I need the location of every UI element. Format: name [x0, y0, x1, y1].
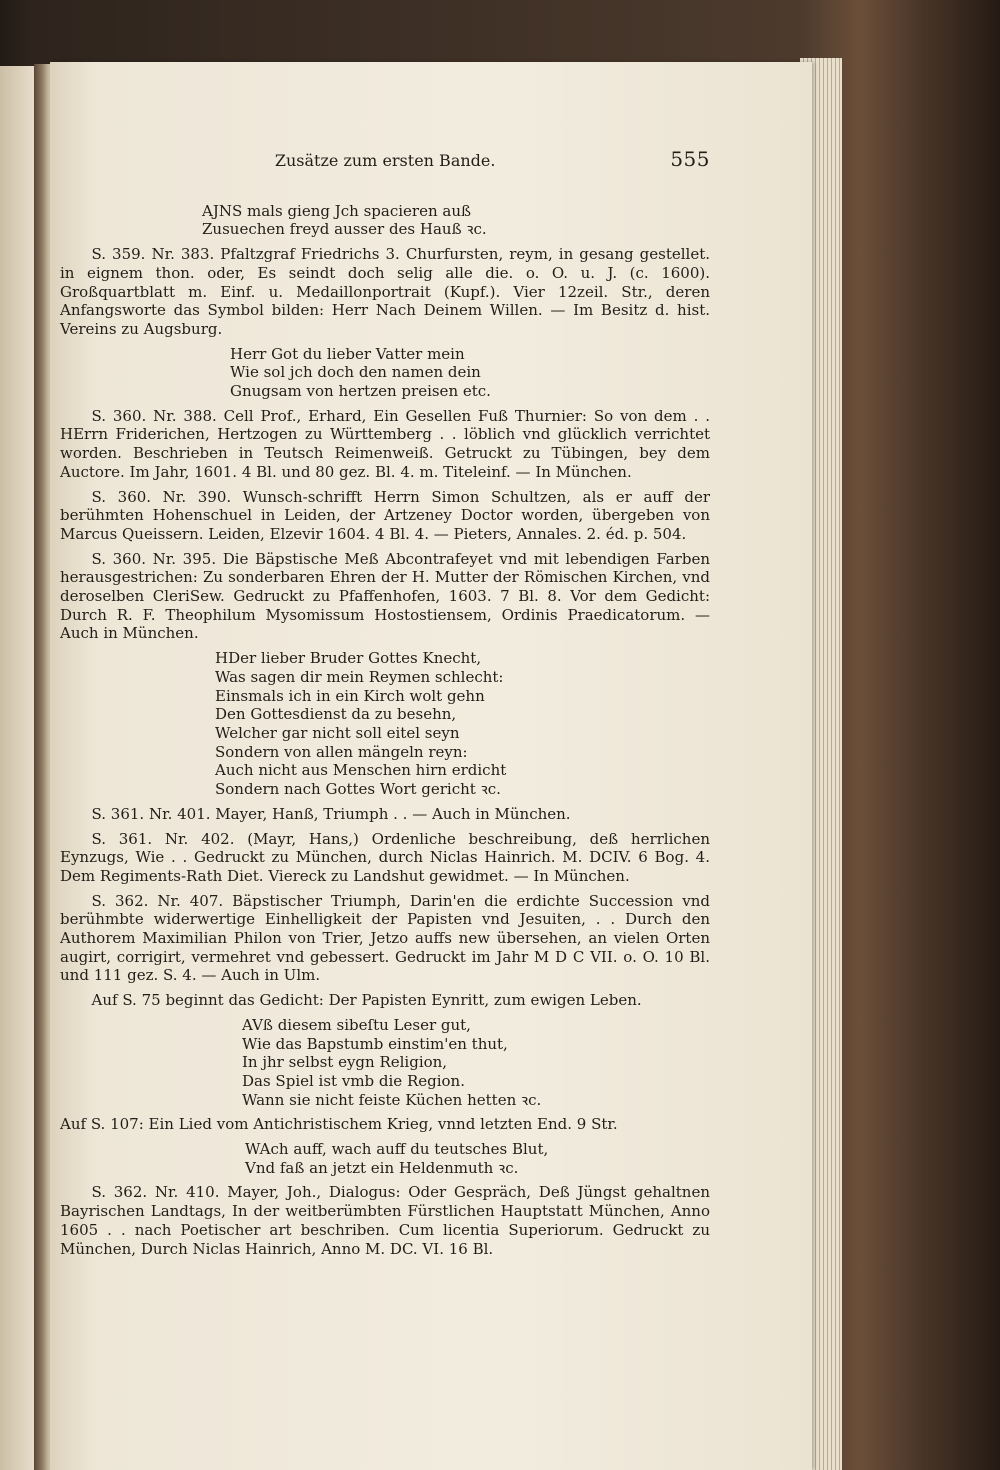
verse-line: Wie das Bapstumb einstim'en thut,: [242, 1034, 508, 1053]
bibliography-entry: S. 360. Nr. 395. Die Bäpstische Meß Abcontrafeyet vnd mit lebendigen Farben herausgestrichen: Zu sonderbaren Ehren der H. Mutter der Römischen Kirchen, vnd deroselben CleriSew. Gedruckt zu Pfaffenhofen, 1603. 7 Bl. 8. Vor dem Gedicht: Durch R. F. Theophilum Mysomissum Hostostiensem, Ordinis Praedicatorum. — Auch in München.: [60, 549, 710, 643]
verse-line: Wie sol jch doch den namen dein: [230, 363, 481, 382]
bibliography-entry: Auf S. 75 beginnt das Gedicht: Der Papisten Eynritt, zum ewigen Leben.: [91, 991, 642, 1010]
verse-line: Sondern nach Gottes Wort gericht ꝛc.: [215, 780, 501, 799]
page-number: 555: [670, 147, 710, 171]
running-header: [60, 147, 710, 171]
verse-line: Den Gottesdienst da zu besehn,: [215, 705, 457, 724]
verse-line: AVß diesem sibeſtu Leser gut,: [242, 1015, 471, 1034]
book-gutter: [34, 64, 50, 1470]
bibliography-entry: S. 362. Nr. 410. Mayer, Joh., Dialogus: Oder Gespräch, Deß Jüngst gehaltnen Bayrischen Landtags, In der weitberümbten Fürstlichen Hauptstatt München, Anno 1605 . . nach Poetischer art beschriben. Cum licentia Superiorum. Gedruckt zu München, Durch Niclas Hainrich, Anno M. DC. VI. 16 Bl.: [60, 1183, 710, 1258]
verse-quote: [60, 649, 710, 799]
bibliography-entry: S. 362. Nr. 407. Bäpstischer Triumph, Darin'en die erdichte Succession vnd berühmbte widerwertige Einhelligkeit der Papisten vnd Jesuiten, . . Durch den Authorem Maximilian Philon von Trier, Jetzo auffs new übersehen, an vielen Orten augirt, corrigirt, vermehret vnd gebessert. Gedruckt im Jahr M D C VII. o. O. 10 Bl. und 111 gez. S. 4. — Auch in Ulm.: [60, 891, 710, 985]
verse-quote: [60, 1016, 710, 1110]
verse-line: Was sagen dir mein Reymen schlecht:: [215, 667, 504, 686]
bibliography-entry: S. 361. Nr. 402. (Mayr, Hans,) Ordenliche beschreibung, deß herrlichen Eynzugs, Wie . . Gedruckt zu München, durch Niclas Hainrich. M. DCIV. 6 Bog. 4. Dem Regiments-Rath Diet. Viereck zu Landshut gewidmet. — In München.: [60, 829, 710, 885]
verse-line: Sondern von allen mängeln reyn:: [215, 742, 468, 761]
verse-quote: [60, 202, 710, 239]
verse-line: Herr Got du lieber Vatter mein: [230, 344, 465, 363]
verse-line: Einsmals ich in ein Kirch wolt gehn: [215, 686, 485, 705]
verse-line: Vnd faß an jetzt ein Heldenmuth ꝛc.: [245, 1158, 519, 1177]
verse-line: WAch auff, wach auff du teutsches Blut,: [245, 1140, 549, 1159]
bibliography-entry: S. 360. Nr. 388. Cell Prof., Erhard, Ein Gesellen Fuß Thurnier: So von dem . . HErrn Friderichen, Hertzogen zu Württemberg . . löblich vnd glücklich verrichtet worden. Beschrieben in Teutsch Reimenweiß. Getruckt zu Tübingen, bey dem Auctore. Im Jahr, 1601. 4 Bl. und 80 gez. Bl. 4. m. Titeleinf. — In München.: [60, 406, 710, 481]
bibliography-entry: S. 360. Nr. 390. Wunsch-schrifft Herrn Simon Schultzen, als er auff der berühmten Hohenschuel in Leiden, der Artzeney Doctor worden, übergeben von Marcus Queissern. Leiden, Elzevir 1604. 4 Bl. 4. — Pieters, Annales. 2. éd. p. 504.: [60, 487, 710, 543]
verse-line: Gnugsam von hertzen preisen etc.: [230, 382, 491, 401]
verse-line: Auch nicht aus Menschen hirn erdicht: [215, 761, 507, 780]
page-text: [60, 147, 710, 1264]
verse-quote: [60, 345, 710, 401]
facing-page-edge: [0, 66, 34, 1470]
bibliography-entry: Auf S. 107: Ein Lied vom Antichristischem Krieg, vnnd letzten End. 9 Str.: [60, 1115, 618, 1134]
verse-line: Das Spiel ist vmb die Region.: [242, 1071, 465, 1090]
verse-line: Wann sie nicht feiste Küchen hetten ꝛc.: [242, 1090, 542, 1109]
verse-line: In jhr selbst eygn Religion,: [242, 1053, 448, 1072]
verse-line: Zusuechen freyd ausser des Hauß ꝛc.: [202, 220, 487, 239]
verse-line: AJNS mals gieng Jch spacieren auß: [202, 201, 472, 220]
verse-quote: [60, 1140, 710, 1177]
verse-line: HDer lieber Bruder Gottes Knecht,: [215, 649, 482, 668]
bibliography-entry: S. 361. Nr. 401. Mayer, Hanß, Triumph . . — Auch in München.: [91, 804, 571, 823]
bibliography-entry: S. 359. Nr. 383. Pfaltzgraf Friedrichs 3. Churfursten, reym, in gesang gestellet. in eignem thon. oder, Es seindt doch selig alle die. o. O. u. J. (c. 1600). Großquartblatt m. Einf. u. Medaillonportrait (Kupf.). Vier 12zeil. Str., deren Anfangsworte das Symbol bilden: Herr Nach Deinem Willen. — Im Besitz d. hist. Vereins zu Augsburg.: [60, 245, 710, 338]
page-body: [60, 202, 710, 1259]
verse-line: Welcher gar nicht soll eitel seyn: [215, 723, 460, 742]
running-title: Zusätze zum ersten Bande.: [274, 151, 496, 170]
